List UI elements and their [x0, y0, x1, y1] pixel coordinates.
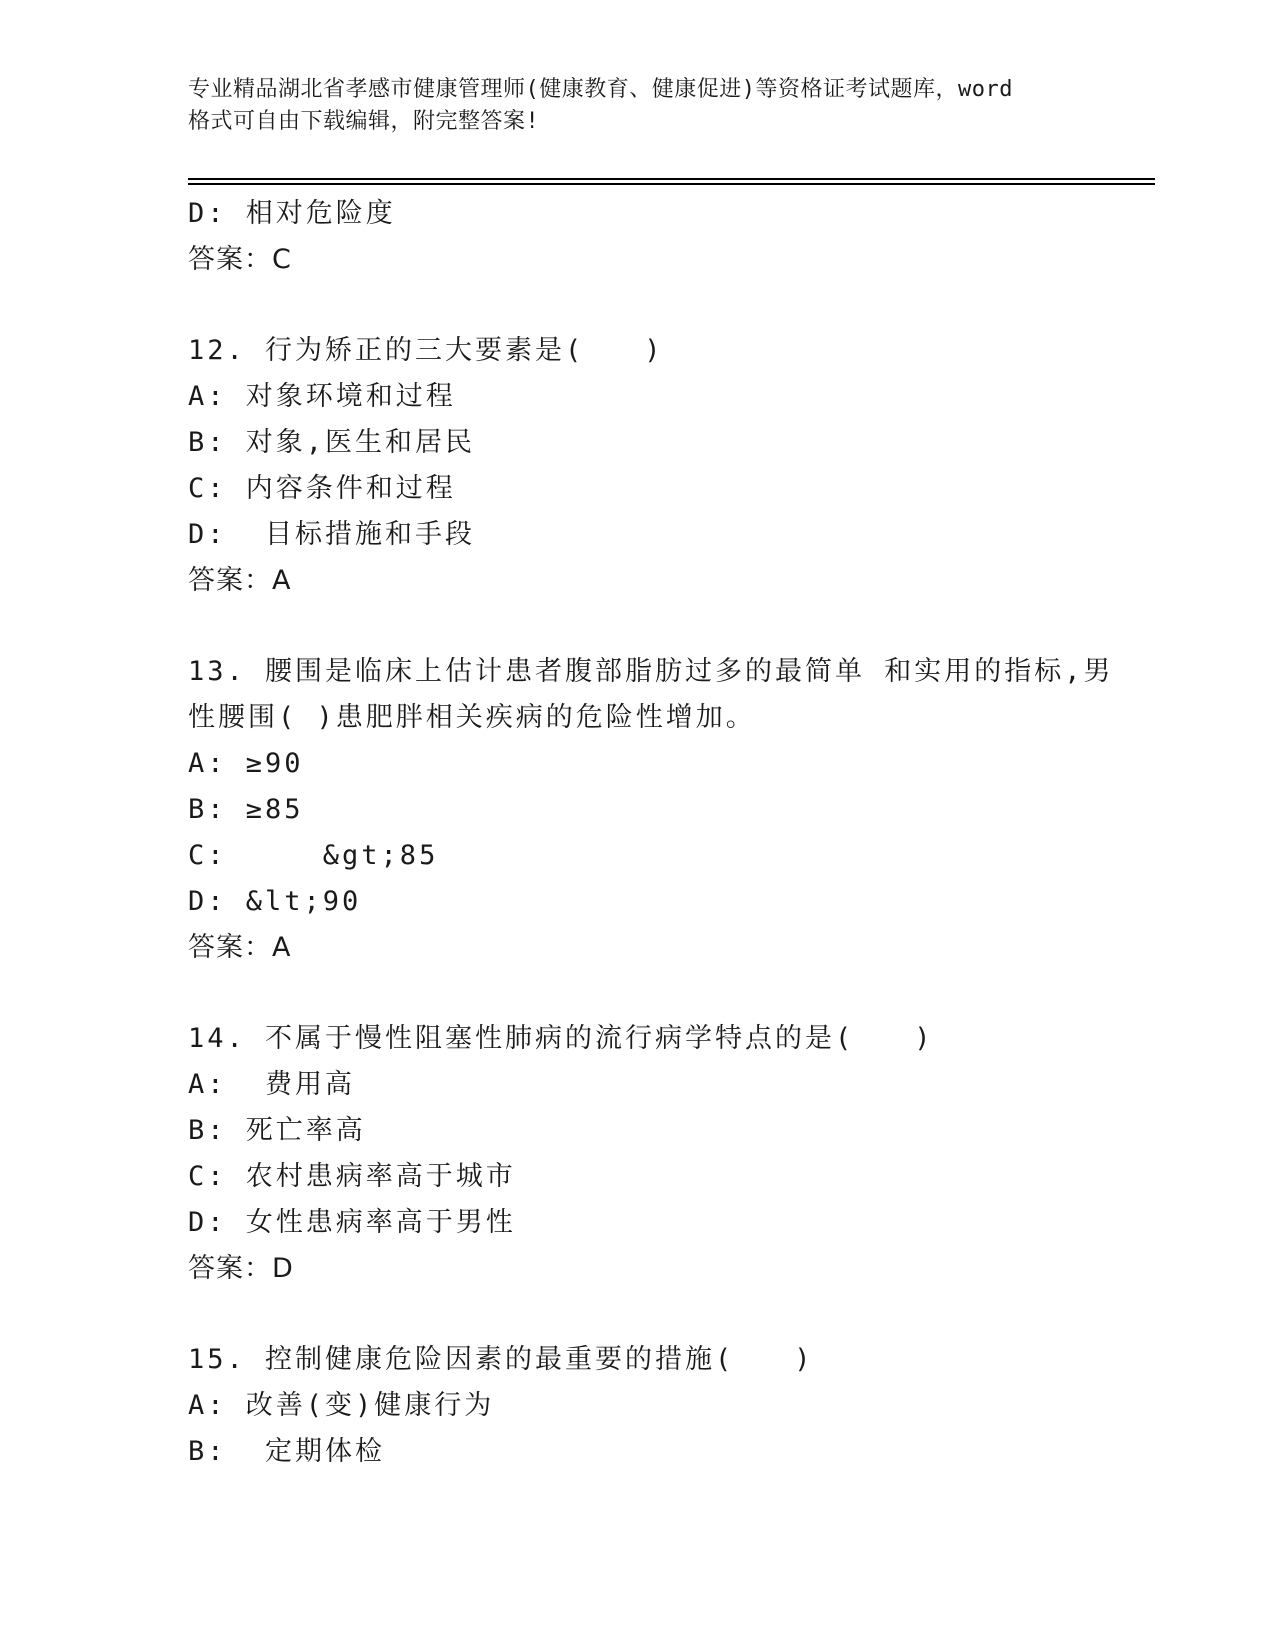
- question-14: [188, 1016, 1148, 1292]
- option-c: C: &gt;85: [188, 840, 439, 871]
- option-b: B: 定期体检: [188, 1436, 386, 1467]
- question-11-tail: [188, 191, 1148, 283]
- answer-line: 答案：A: [188, 932, 292, 963]
- header-divider-top: [188, 178, 1155, 180]
- option-a: A: 对象环境和过程: [188, 381, 456, 412]
- option-c: C: 内容条件和过程: [188, 473, 456, 504]
- question-15: [188, 1337, 1148, 1475]
- header-line-1: 专业精品湖北省孝感市健康管理师(健康教育、健康促进)等资格证考试题库，word: [188, 77, 1013, 102]
- option-c: C: 农村患病率高于城市: [188, 1161, 516, 1192]
- question-stem: 15. 控制健康危险因素的最重要的措施( ): [188, 1344, 814, 1375]
- answer-line: 答案：C: [188, 244, 292, 275]
- question-12: [188, 328, 1148, 604]
- option-a: A: ≥90: [188, 748, 304, 779]
- answer-line: 答案：D: [188, 1253, 294, 1284]
- option-d: D: &lt;90: [188, 886, 362, 917]
- header-line-2: 格式可自由下载编辑，附完整答案!: [188, 109, 540, 134]
- question-list: [188, 191, 1148, 1475]
- document-header: [188, 74, 1098, 138]
- option-d: D: 目标措施和手段: [188, 519, 476, 550]
- option-a: A: 改善(变)健康行为: [188, 1390, 495, 1421]
- header-divider-bottom: [188, 183, 1155, 185]
- option-b: B: ≥85: [188, 794, 304, 825]
- option-d: D: 女性患病率高于男性: [188, 1207, 516, 1238]
- question-stem-line-1: 13. 腰围是临床上估计患者腹部脂肪过多的最简单 和实用的指标,男: [188, 656, 1114, 687]
- question-stem: 12. 行为矫正的三大要素是( ): [188, 335, 664, 366]
- option-a: A: 费用高: [188, 1069, 356, 1100]
- question-13: [188, 649, 1148, 971]
- answer-line: 答案：A: [188, 565, 292, 596]
- option-d: D: 相对危险度: [188, 198, 396, 229]
- option-b: B: 死亡率高: [188, 1115, 366, 1146]
- question-stem-line-2: 性腰围( )患肥胖相关疾病的危险性增加。: [188, 702, 756, 733]
- option-b: B: 对象,医生和居民: [188, 427, 476, 458]
- question-stem: 14. 不属于慢性阻塞性肺病的流行病学特点的是( ): [188, 1023, 934, 1054]
